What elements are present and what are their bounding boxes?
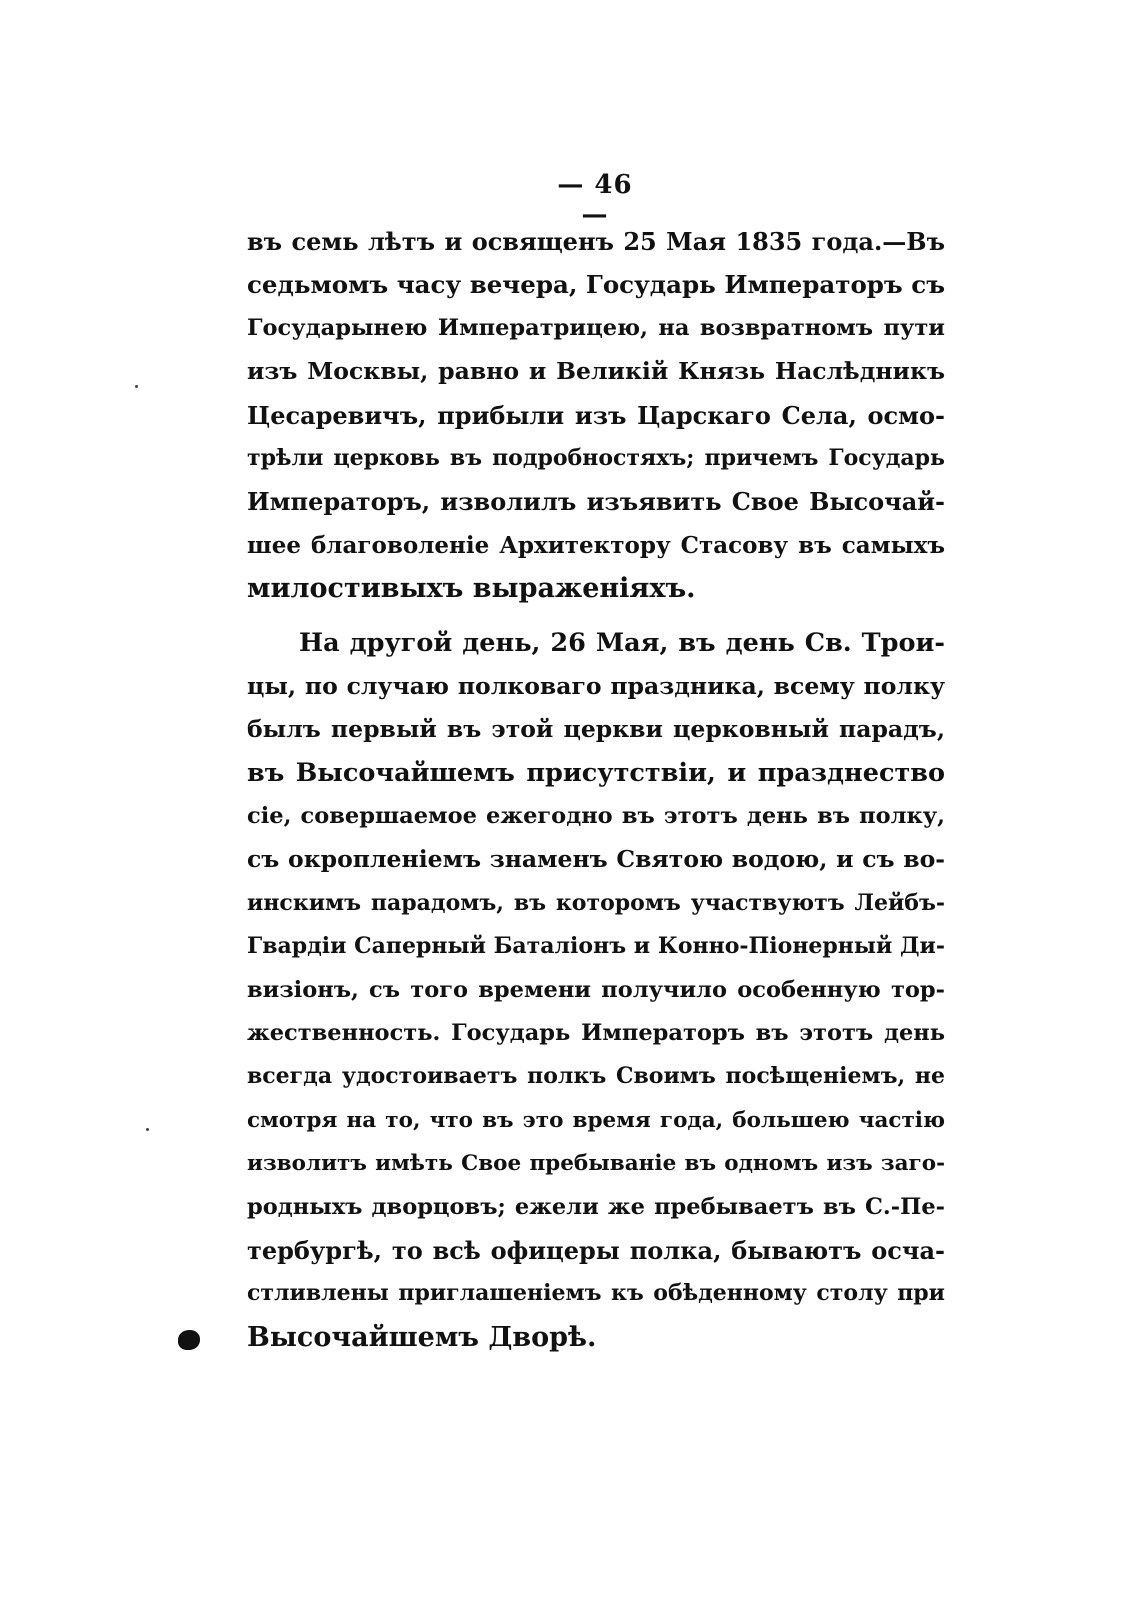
- text-line: Государынею Императрицею, на возвратномъ пути: [247, 314, 945, 341]
- text-line: цы, по случаю полковаго праздника, всему полку: [247, 671, 945, 700]
- text-line: Высочайшемъ Дворѣ.: [247, 1321, 597, 1353]
- paper-speck: [146, 1128, 149, 1131]
- text-line: инскимъ парадомъ, въ которомъ участвуютъ Лейбъ-: [247, 889, 945, 916]
- text-line: Цесаревичъ, прибыли изъ Царскаго Села, осмо-: [247, 400, 945, 430]
- text-line: въ Высочайшемъ присутствіи, и празднество: [247, 757, 945, 788]
- text-line: Императоръ, изволилъ изъявить Свое Высочай-: [247, 487, 945, 517]
- text-line: милостивыхъ выраженіяхъ.: [247, 573, 696, 605]
- text-line: На другой день, 26 Мая, въ день Св. Трои-: [299, 627, 945, 658]
- paragraph-gap: [247, 611, 945, 622]
- text-line: сіе, совершаемое ежегодно въ этотъ день въ полку,: [247, 803, 945, 830]
- text-line: стливлены приглашеніемъ къ обѣденному столу при: [247, 1280, 945, 1307]
- text-line: былъ первый въ этой церкви церковный парадъ,: [247, 715, 945, 744]
- text-line: смотря на то, что въ это время года, большею частію: [247, 1107, 945, 1133]
- text-line: изволитъ имѣть Свое пребываніе въ одномъ изъ заго-: [247, 1151, 945, 1177]
- text-line: всегда удостоиваетъ полкъ Своимъ посѣщеніемъ, не: [247, 1063, 945, 1090]
- text-line: съ окропленіемъ знаменъ Святою водою, и съ во-: [247, 845, 945, 874]
- text-line: жественность. Государь Императоръ въ этотъ день: [247, 1020, 945, 1047]
- text-line: трѣли церковь въ подробностяхъ; причемъ Государь: [247, 444, 945, 471]
- text-line: тербургѣ, то всѣ офицеры полка, бываютъ осча-: [247, 1235, 945, 1265]
- text-line: родныхъ дворцовъ; ежели же пребываетъ въ С.-Пе-: [247, 1193, 945, 1220]
- text-line: шее благоволеніе Архитектору Стасову въ самыхъ: [247, 531, 945, 559]
- body-text: [247, 220, 945, 1359]
- text-line: седьмомъ часу вечера, Государь Императоръ съ: [247, 270, 945, 300]
- text-line: визіонъ, съ того времени получило особенную тор-: [247, 976, 945, 1003]
- page-number: — 46 —: [557, 170, 633, 230]
- paper-speck: [135, 385, 138, 388]
- text-line: въ семь лѣтъ и освященъ 25 Мая 1835 года.—Въ: [247, 227, 945, 256]
- paragraph-2: [247, 622, 945, 1360]
- text-line: изъ Москвы, равно и Великій Князь Наслѣдникъ: [247, 357, 945, 386]
- text-line: Гвардіи Саперный Баталіонъ и Конно-Піонерный Ди-: [247, 933, 945, 960]
- ink-blot: [178, 1330, 200, 1350]
- paragraph-1: [247, 220, 945, 611]
